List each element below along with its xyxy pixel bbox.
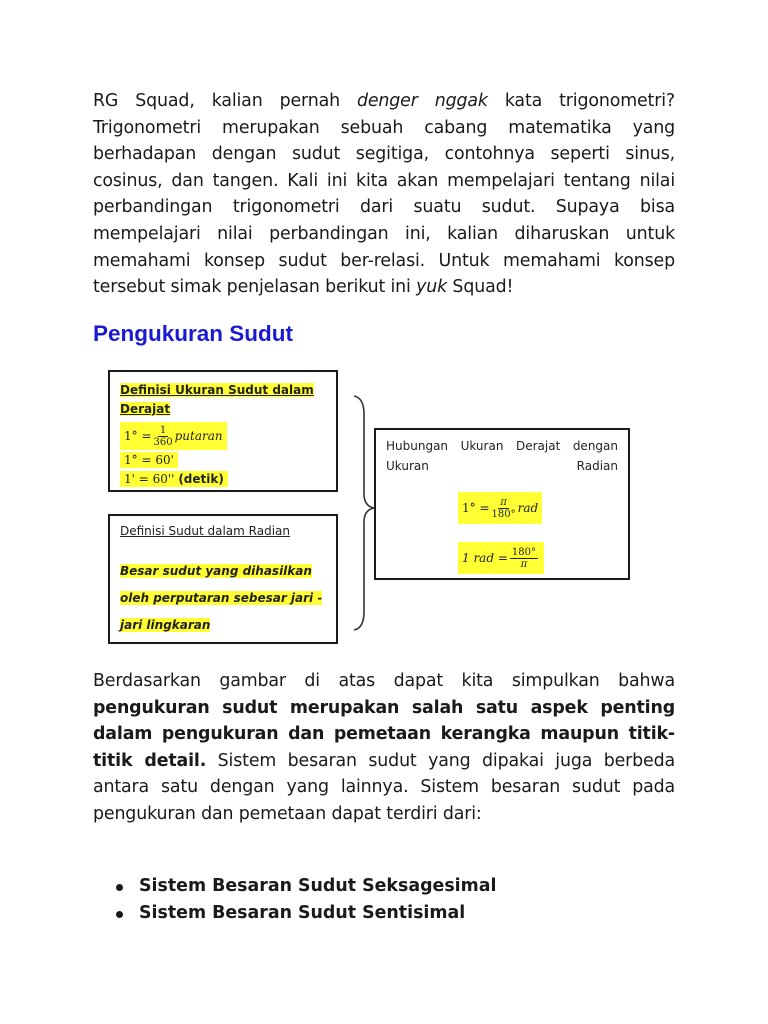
fraction-denominator: 180°: [491, 508, 516, 520]
degree-formula-2: 1° = 60': [120, 452, 178, 468]
relation-title: Hubungan Ukuran Derajat dengan Ukuran Radian: [386, 439, 618, 473]
fraction-numerator: 180°: [511, 546, 536, 558]
angle-system-list: [113, 873, 496, 927]
fraction-numerator: π: [500, 496, 507, 508]
fraction-numerator: 1: [159, 424, 167, 436]
conclusion-section: [93, 668, 675, 828]
radian-definition-highlight: Besar sudut yang dihasilkan oleh perputaran sebesar jari - jari lingkaran: [120, 564, 323, 632]
relation-fraction-1: [492, 497, 516, 520]
fraction-denominator: 360: [153, 436, 173, 448]
intro-italic-1: denger nggak: [356, 91, 488, 111]
conclusion-text-1: Berdasarkan gambar di atas dapat kita simpulkan bahwa: [93, 671, 675, 691]
degree-radian-relation-box: [374, 428, 630, 580]
degree-formula-1: [120, 422, 227, 450]
degree-definition-box: [108, 370, 338, 492]
list-item-label: Sistem Besaran Sudut Sentisimal: [139, 903, 466, 923]
conclusion-text-2: Sistem besaran sudut yang dipakai juga berbeda antara satu dengan yang lainnya. Sistem besaran sudut pada pengukuran dan pemetaan dapat terdiri dari:: [93, 750, 676, 824]
degree-formula-3-lhs: 1' = 60'': [124, 472, 175, 486]
degree-fraction: [154, 425, 173, 448]
relation-formula-1-unit: rad: [517, 501, 539, 515]
list-item: [113, 900, 496, 927]
angle-measurement-figure: [104, 366, 637, 644]
list-item: [113, 873, 496, 900]
degree-formula-3: [120, 471, 228, 487]
degree-formula-1-unit: putaran: [174, 429, 223, 443]
relation-formula-1: [458, 492, 542, 524]
fraction-denominator: π: [520, 558, 528, 570]
radian-definition-box: [108, 514, 338, 644]
bullet-icon: [116, 911, 123, 918]
relation-formula-2-lhs: 1 rad =: [462, 551, 508, 565]
relation-fraction-2: [510, 547, 538, 570]
intro-paragraph: [93, 88, 675, 301]
degree-formula-3-note: (detik): [178, 472, 224, 486]
bullet-icon: [116, 884, 123, 891]
list-item-label: Sistem Besaran Sudut Seksagesimal: [139, 876, 497, 896]
degree-formula-1-lhs: 1° =: [124, 429, 152, 443]
section-heading: Pengukuran Sudut: [93, 320, 294, 346]
intro-text-2: kata trigonometri? Trigonometri merupakan sebuah cabang matematika yang berhadapan dengan sudut segitiga, contohnya seperti sinus, cosinus, dan tangen. Kali ini kita akan mempelajari tentang nilai perbandingan trigonometri dari suatu sudut. Supaya bisa mempelajari nilai perbandingan ini, kalian diharuskan untuk memahami konsep sudut ber-relasi. Untuk memahami konsep tersebut simak penjelasan berikut ini: [93, 91, 675, 298]
relation-formula-2: [458, 542, 544, 574]
article-body: [93, 88, 675, 351]
intro-italic-2: yuk: [416, 277, 448, 298]
conclusion-bold-text: pengukuran sudut merupakan salah satu aspek penting dalam pengukuran dan pemetaan kerangka maupun titik-titik detail.: [93, 697, 675, 771]
radian-definition-title: Definisi Sudut dalam Radian: [120, 524, 290, 538]
intro-text-1: RG Squad, kalian pernah: [93, 91, 357, 111]
degree-definition-title: Definisi Ukuran Sudut dalam Derajat: [120, 383, 314, 416]
intro-text-3: Squad!: [447, 277, 514, 298]
relation-formula-1-lhs: 1° =: [462, 501, 490, 515]
radian-definition-text: [120, 558, 330, 639]
conclusion-paragraph: [93, 668, 675, 828]
